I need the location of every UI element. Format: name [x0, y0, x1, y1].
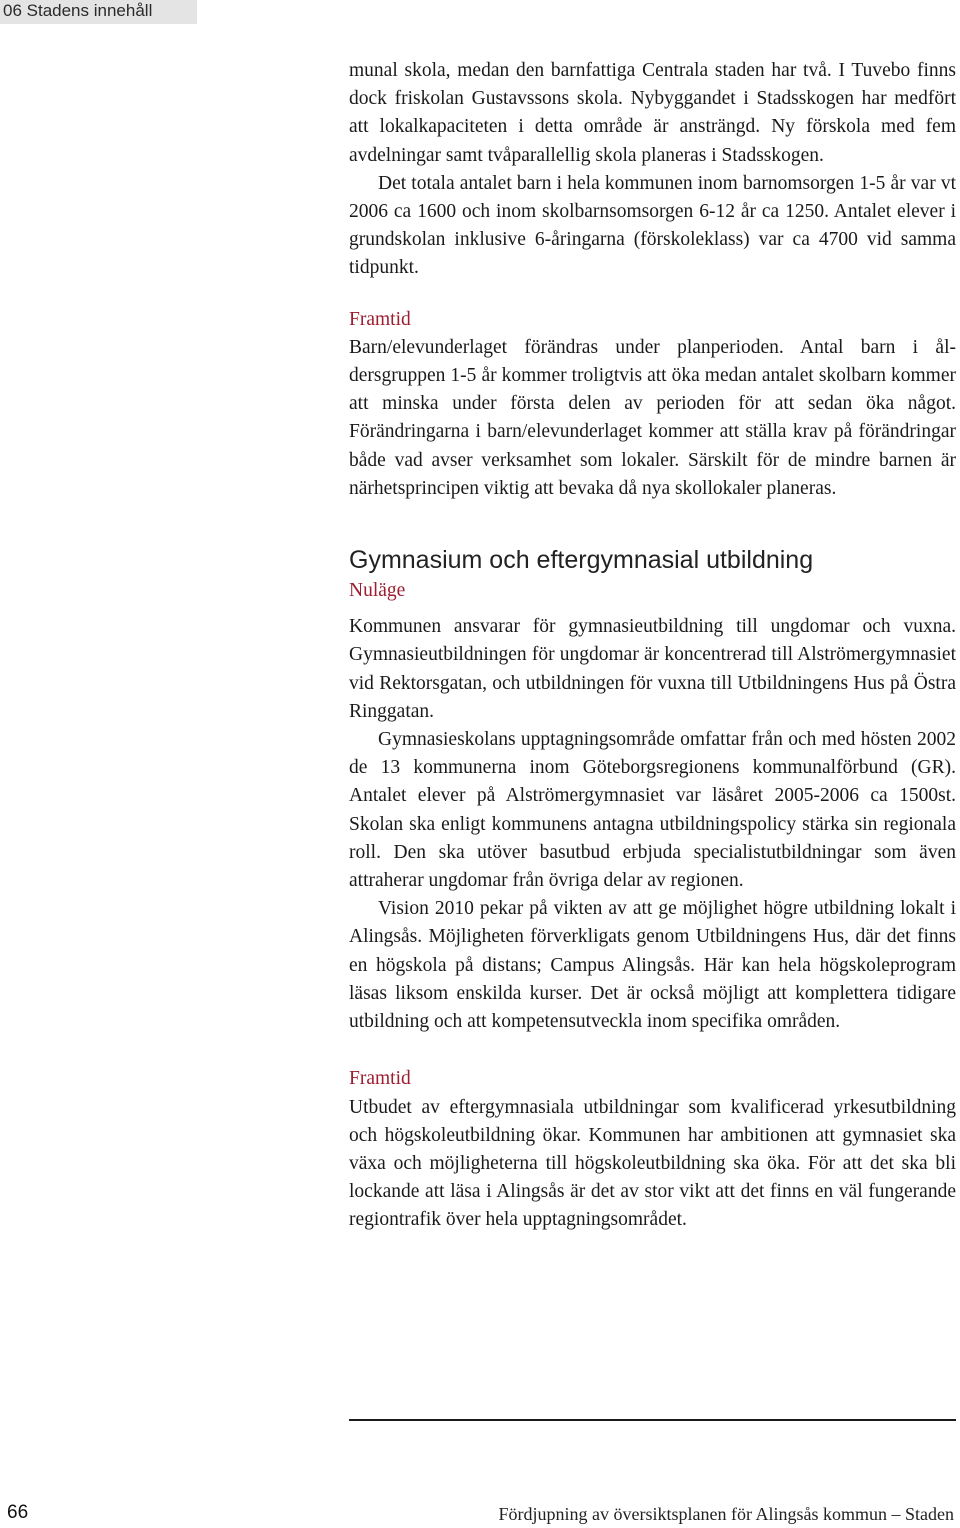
footer-dash: – — [891, 1504, 901, 1524]
subheading-framtid: Framtid — [349, 308, 411, 330]
chapter-title: 06 Stadens innehåll — [3, 1, 153, 20]
paragraph-upptagningsomrade: Gymnasieskolans upptagningsområde omfattar från och med hösten 2002 de 13 kommunerna inom Göteborgsregionens kommunalförbund (GR). Antalet elever på Alströmergymnasiet var läsåret 2005-2006 ca 1500st. Skolan ska enligt kommunens antagna utbildningspolicy stärka sin regionala roll. Den ska utöver basutbud erbjuda specialistutbildningar som även attraherar ungdomar från övriga delar av regionen. — [349, 729, 956, 892]
paragraph-vision-2010: Vision 2010 pekar på vikten av att ge möjlighet högre utbildning lokalt i Alingsås. Möjligheten förverkligats genom Utbildningens Hus, där det finns en högskola på distans; Campus Alingsås. Här kan hela högskoleprogram läsas liksom enskilda kurser. Det är också möjligt att komplettera tidigare utbildning och att kompetensutveckla inom specifika områden. — [349, 898, 956, 1033]
footer-divider — [349, 1419, 956, 1421]
paragraph-children-count: Det totala antalet barn i hela kommunen inom barnomsorgen 1-5 år var vt 2006 ca 1600 och inom skolbarnsomsorgen 6-12 år ca 1250. Antalet elever i grundskolan inklusive 6-åringarna (förskoleklass) var ca 4700 vid samma tidpunkt. — [349, 172, 956, 279]
spacer — [349, 503, 956, 543]
paragraph-framtid-school: Barn/elevunderlaget förändras under planperioden. Antal barn i åldersgruppen 1-5 år kommer troligtvis att öka medan antalet skolbarn kommer att minska under första delen av perioden för att sedan öka något. Förändringarna i barn/elevunderlaget kommer att ställa krav på förändringar både vad avser verksamhet som lokaler. Särskilt för de mindre barnen är närhetsprincipen viktig att bevaka då nya skollokaler planeras. — [349, 336, 956, 499]
spacer — [349, 283, 956, 306]
spacer — [349, 1036, 956, 1065]
footer-document-title — [499, 1504, 954, 1525]
subheading-nulage: Nuläge — [349, 580, 406, 602]
footer-section: Staden — [905, 1504, 954, 1524]
chapter-header-bar — [0, 0, 197, 24]
paragraph-framtid-higher-ed: Utbudet av eftergymnasiala utbildningar som kvalificerad yrkesutbildning och högskoleutbildning ökar. Kommunen har ambitionen att gymnasiet ska växa och möjligheterna till högskoleutbildning ska öka. För att det ska bli lockande att läsa i Alingsås är det av stor vikt att det finns en väl fungerande regiontrafik över hela upptagningsområdet. — [349, 1096, 956, 1231]
paragraph-continuation: munal skola, medan den barnfattiga Centrala staden har två. I Tuvebo finns dock friskolan Gustavssons skola. Nybyggandet i Stadsskogen har medfört att lokalkapaciteten i detta område är ansträngd. Ny förskola med fem avdelningar samt tvåparallellig skola planeras i Stadsskogen. — [349, 60, 956, 166]
main-content — [349, 57, 956, 1235]
section-title: Gymnasium och eftergymnasial utbildning — [349, 546, 814, 575]
paragraph-gymnasium-intro: Kommunen ansvarar för gymnasieutbildning till ungdomar och vuxna. Gymnasieutbildningen för ungdomar är koncentrerad till Alströmergymnasiet vid Rektorsgatan, och utbildningen för vuxna till Utbildningens Hus på Östra Ringgatan. — [349, 616, 956, 722]
footer-title: Fördjupning av översiktsplanen för Alingsås kommun — [498, 1504, 887, 1524]
page-number: 66 — [7, 1502, 29, 1523]
spacer — [349, 605, 956, 613]
subheading-framtid-2: Framtid — [349, 1068, 411, 1090]
